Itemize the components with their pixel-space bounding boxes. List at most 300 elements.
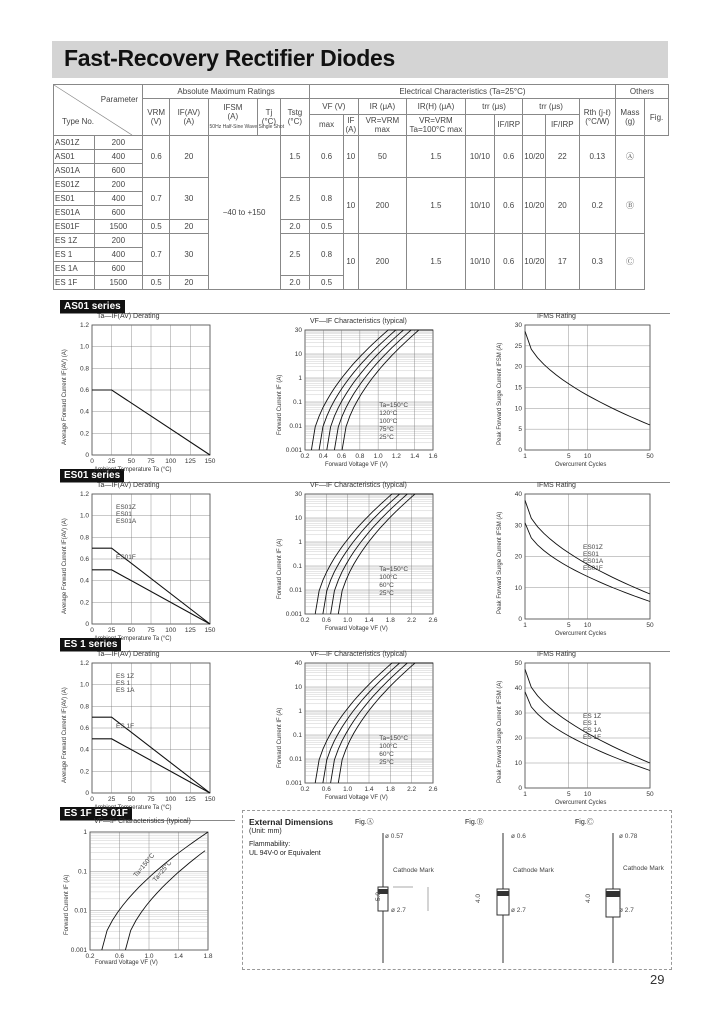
temp-label: Ta=150°C [379, 735, 409, 742]
external-dimensions-box [242, 810, 672, 970]
derating-y-tick: 0.4 [79, 746, 89, 754]
ir-max: max [374, 124, 390, 134]
derating-curve-label: ES 1F [116, 723, 135, 730]
derating-y-tick: 0 [85, 790, 89, 797]
rth-cell: 17 [545, 234, 579, 290]
vfif-title: VF—IF Characteristics (typical) [310, 651, 407, 658]
vfif-y-tick: 0.01 [289, 587, 302, 594]
vrm-cell: 400 [94, 192, 143, 206]
ir-unit: (μA) [379, 101, 396, 111]
if-head: IF [347, 115, 355, 125]
elec-header: Electrical Characteristics (Ta=25°C) [310, 85, 616, 99]
trr-cell: 1.5 [407, 136, 466, 178]
vfif-y-tick: 0.001 [285, 780, 302, 787]
vfif-x-tick: 0.2 [300, 617, 310, 624]
temp-label: Ta=25°C [151, 859, 174, 884]
vrm-cell: 400 [94, 248, 143, 262]
derating-x-tick: 50 [127, 458, 135, 465]
derating-x-tick: 150 [204, 458, 216, 465]
ifsm-curve-label: ES01A [583, 558, 604, 565]
vfif-x-tick: 0.6 [114, 953, 125, 960]
derating-y-tick: 0.4 [79, 577, 89, 585]
es1-vfif-chart-svg [285, 660, 438, 793]
temp-label: 25°C [379, 434, 394, 441]
trr2-head: trr [539, 101, 547, 111]
cathode-mark-c: Cathode Mark [623, 865, 664, 872]
ifsm-curve-label: ES 1Z [583, 713, 602, 720]
fig-cell: Ⓒ [615, 234, 644, 290]
ifsm-x-label: Overcurrent Cycles [555, 631, 607, 637]
es1-derating-chart-svg [79, 660, 216, 803]
derating-y-tick: 0.4 [79, 408, 89, 416]
ext-unit: (Unit: mm) [249, 828, 282, 835]
tstg-head: Tstg [287, 108, 303, 117]
vrm-head: VRM [147, 108, 166, 117]
derating-x-tick: 75 [147, 796, 155, 803]
ext-flam-value: UL 94V-0 or Equivalent [249, 850, 321, 857]
vfif-y-tick: 0.01 [289, 756, 302, 763]
trr-cond-cell: 10/10 [465, 136, 494, 178]
as01-vfif-chart [285, 327, 438, 460]
derating-x-tick: 150 [204, 796, 216, 803]
cathode-mark-b: Cathode Mark [513, 867, 554, 874]
ifsm-y-tick: 20 [514, 735, 522, 742]
derating-y-tick: 0.6 [79, 725, 89, 732]
if-unit: (A) [345, 124, 357, 134]
ifsm-y-tick: 0 [518, 616, 522, 623]
as01-derating-chart-svg [79, 322, 216, 465]
vfif-y-tick: 0.1 [292, 399, 302, 406]
derating-x-tick: 0 [90, 627, 94, 634]
vfif-x-tick: 1.0 [343, 786, 353, 793]
vfif-x-tick: 0.2 [85, 953, 95, 960]
vf-cell: 2.5 [280, 234, 309, 276]
derating-x-label: Ambient Temperature Ta (°C) [94, 636, 172, 642]
trr2-cell: 0.6 [495, 234, 523, 290]
ifsm-x-tick: 5 [566, 622, 571, 629]
type-cell: ES01 [54, 192, 95, 206]
ifsm-cell: 20 [170, 276, 208, 290]
type-cell: ES 1A [54, 262, 95, 276]
trr2-cond-cell: 10/20 [523, 136, 546, 178]
ifsm-curve-label: ES01F [583, 565, 603, 572]
ifsm-title: IFMS Rating [537, 482, 576, 489]
derating-curve-label: ES 1Z [116, 673, 135, 680]
vf-cell: 2.0 [280, 220, 309, 234]
ifsm-y-tick: 10 [514, 760, 522, 767]
vf-max: max [310, 114, 344, 135]
ifsm-y-tick: 15 [514, 384, 522, 392]
vfif-x-tick: 2.2 [407, 786, 417, 793]
derating-x-tick: 100 [165, 458, 177, 465]
vfif-x-tick: 1.8 [203, 953, 213, 960]
dim-b-2: 4.0 [475, 893, 482, 903]
vfif-x-tick: 1.4 [364, 786, 374, 793]
vfif-y-tick: 0.1 [77, 868, 87, 876]
trr-cond: IF/IRP [495, 114, 523, 135]
type-cell: ES 1 [54, 248, 95, 262]
derating-curve-label: ES01F [116, 554, 136, 561]
vfif-x-tick: 1.0 [373, 453, 383, 460]
page-title: Fast-Recovery Rectifier Diodes [64, 45, 396, 71]
as01-derating-chart [79, 322, 216, 465]
derating-title: Ta—IF(AV) Derating [97, 313, 160, 320]
tj-unit: (°C) [261, 117, 277, 126]
es01-vfif-chart-svg [285, 491, 438, 624]
vfif-y-tick: 30 [294, 491, 302, 498]
vfif-x-tick: 2.6 [428, 617, 438, 624]
ifsm-y-tick: 10 [514, 405, 522, 413]
vfif-x-tick: 1.6 [428, 453, 438, 460]
ifsm-x-tick: 10 [583, 453, 592, 460]
temp-label: 60°C [379, 751, 394, 758]
vf-unit: (V) [334, 101, 346, 111]
derating-y-tick: 0.6 [79, 387, 89, 394]
trr2-cond-cell: 10/20 [523, 178, 546, 234]
derating-x-tick: 75 [147, 627, 155, 634]
param-label: Parameter [100, 95, 139, 104]
vrm-cell: 600 [94, 206, 143, 220]
ifsm-cell: 30 [170, 234, 208, 276]
vfif-y-tick: 0.001 [70, 947, 87, 954]
ifsm-x-label: Overcurrent Cycles [555, 800, 607, 806]
vfif-y-tick: 10 [294, 684, 302, 691]
vf-cell: 2.0 [280, 276, 309, 290]
trr-cond-cell: 10/10 [465, 234, 494, 290]
ifsm-y-tick: 5 [518, 426, 522, 434]
vfif-x-tick: 0.2 [300, 786, 310, 793]
dim-c-2: 4.0 [585, 893, 592, 903]
rth-cell: 22 [545, 136, 579, 178]
ifsm-head: IFSM [223, 102, 243, 112]
mass-cell: 0.13 [579, 136, 615, 178]
ifsm-x-tick: 10 [583, 791, 592, 798]
derating-y-tick: 0 [85, 452, 89, 459]
vrm-cell: 200 [94, 234, 143, 248]
temp-label: 120°C [379, 410, 398, 417]
temp-label: 100°C [379, 743, 398, 750]
derating-x-label: Ambient Temperature Ta (°C) [94, 467, 172, 473]
vfif-curve [315, 494, 433, 614]
derating-x-tick: 150 [204, 627, 216, 634]
vfif-x-tick: 2.2 [407, 617, 417, 624]
fig-b-label: Fig.Ⓑ [465, 819, 484, 826]
vfif-y-tick: 0.01 [289, 423, 302, 430]
vfif-y-label: Forward Current IF (A) [277, 374, 283, 435]
ifsm-y-label: Peak Forward Surge Current IFSM (A) [497, 511, 503, 614]
ifsm-y-tick: 30 [514, 522, 522, 530]
vfif-y-tick: 0.01 [74, 907, 87, 915]
fig-head: Fig. [645, 99, 669, 136]
irh-unit: (μA) [438, 101, 455, 111]
vfif-x-tick: 0.4 [318, 453, 328, 460]
fig-a-label: Fig.Ⓐ [355, 819, 374, 826]
vfif-x-label: Forward Voltage VF (V) [325, 462, 388, 468]
if-cell: 0.6 [310, 136, 344, 178]
if-cell: 0.5 [310, 276, 344, 290]
es1f-vfif-chart-svg [70, 829, 213, 960]
trr2-cell: 0.6 [495, 136, 523, 178]
type-cell: ES 1F [54, 276, 95, 290]
derating-x-tick: 50 [127, 627, 135, 634]
fig-c-label: Fig.Ⓒ [575, 819, 594, 826]
ifsm-curve-label: ES01 [583, 551, 599, 558]
derating-y-tick: 0.8 [79, 703, 89, 711]
vfif-title: VF—IF Characteristics (typical) [94, 818, 191, 825]
dim-b-1: ø 0.6 [511, 833, 526, 840]
ifsm-y-tick: 30 [514, 322, 522, 329]
derating-x-label: Ambient Temperature Ta (°C) [94, 805, 172, 811]
derating-curve-label: ES01 [116, 511, 132, 518]
vf-cell: 1.5 [280, 136, 309, 178]
ifsm-curve-label: ES 1F [583, 734, 602, 741]
temp-label: Ta=150°C [132, 852, 157, 879]
ifsm-y-tick: 0 [518, 785, 522, 792]
ifsm-x-tick: 1 [523, 622, 527, 629]
derating-x-tick: 100 [165, 627, 177, 634]
ir-cell: 10 [343, 178, 358, 234]
vfif-curve [319, 330, 433, 450]
ifav-cell: 0.6 [143, 136, 170, 178]
irh-ta: Ta=100°C max [409, 124, 463, 134]
derating-x-tick: 25 [108, 627, 116, 634]
temp-label: 75°C [379, 426, 394, 433]
dim-a-1: ø 0.57 [385, 833, 404, 840]
ifav-cell: 0.7 [143, 234, 170, 276]
type-cell: AS01Z [54, 136, 95, 150]
ifsm-x-tick: 50 [646, 791, 654, 798]
vfif-x-tick: 0.6 [321, 617, 331, 624]
derating-x-tick: 75 [147, 458, 155, 465]
temp-label: 25°C [379, 759, 394, 766]
derating-y-tick: 0.2 [79, 768, 89, 776]
vrm-cell: 200 [94, 178, 143, 192]
tstg-unit: (°C) [287, 117, 303, 126]
derating-y-tick: 0.2 [79, 599, 89, 607]
vfif-x-label: Forward Voltage VF (V) [325, 626, 388, 632]
ifsm-y-tick: 30 [514, 710, 522, 717]
if-cell: 0.8 [310, 178, 344, 220]
if-cell: 0.5 [310, 220, 344, 234]
section-es1: ES 1 series [60, 638, 121, 651]
derating-title: Ta—IF(AV) Derating [97, 482, 160, 489]
ifsm-y-label: Peak Forward Surge Current IFSM (A) [497, 680, 503, 783]
ifsm-cell: 20 [170, 220, 208, 234]
vrm-cell: 1500 [94, 276, 143, 290]
derating-y-tick: 0.8 [79, 534, 89, 542]
derating-curve-label: ES01Z [116, 504, 136, 511]
vfif-x-label: Forward Voltage VF (V) [325, 795, 388, 801]
type-cell: ES 1Z [54, 234, 95, 248]
irh-cond: VR=VRM [419, 115, 453, 125]
vrm-unit: (V) [150, 117, 162, 126]
trr-head: trr [482, 101, 490, 111]
fig-cell: Ⓐ [615, 136, 644, 178]
param-type-cell [54, 85, 143, 136]
ifav-cell: 0.7 [143, 178, 170, 220]
vfif-y-label: Forward Current IF (A) [64, 874, 70, 935]
vfif-x-tick: 0.6 [321, 786, 331, 793]
trr2-cond-cell: 10/20 [523, 234, 546, 290]
fig-c-drawing [578, 827, 673, 967]
dim-a-2: 5.0 [375, 891, 382, 901]
irh-cell: 50 [358, 136, 407, 178]
derating-y-tick: 0 [85, 621, 89, 628]
ir-cond: VR=VRM [365, 115, 400, 125]
mass-unit: (g) [625, 117, 635, 126]
vfif-x-tick: 1.8 [385, 786, 395, 793]
derating-y-tick: 1.2 [79, 322, 89, 329]
vrm-cell: 200 [94, 136, 143, 150]
vfif-x-label: Forward Voltage VF (V) [95, 960, 158, 966]
title-bar [52, 41, 668, 78]
vf-head: VF [322, 101, 333, 111]
type-cell: ES01A [54, 206, 95, 220]
amr-header: Absolute Maximum Ratings [143, 85, 310, 99]
as01-ifsm-chart-svg [514, 322, 654, 460]
ifsm-y-tick: 25 [514, 342, 522, 350]
vfif-x-tick: 1.4 [173, 953, 184, 960]
if-cell: 0.8 [310, 234, 344, 276]
derating-y-tick: 0.8 [79, 365, 89, 373]
vfif-x-tick: 2.6 [428, 786, 438, 793]
derating-x-tick: 0 [90, 458, 94, 465]
vfif-y-tick: 40 [294, 660, 302, 667]
derating-x-tick: 50 [127, 796, 135, 803]
type-cell: AS01 [54, 150, 95, 164]
vfif-curve [102, 832, 208, 950]
mass-cell: 0.3 [579, 234, 615, 290]
fig-cell: Ⓑ [615, 178, 644, 234]
derating-x-tick: 125 [184, 627, 196, 634]
dim-c-1: ø 0.78 [619, 833, 638, 840]
spec-table [53, 84, 669, 290]
vfif-y-tick: 1 [298, 708, 302, 715]
derating-y-tick: 0.6 [79, 556, 89, 563]
irh-head: IR(H) [417, 101, 437, 111]
ifsm-y-tick: 40 [514, 685, 522, 692]
temp-label: 100°C [379, 574, 398, 581]
ir-cell: 10 [343, 234, 358, 290]
as01-vfif-chart-svg [285, 327, 438, 460]
vfif-y-tick: 0.1 [292, 563, 302, 570]
es1-vfif-chart [285, 660, 438, 793]
page-number: 29 [650, 972, 665, 987]
ifsm-y-tick: 10 [514, 584, 522, 592]
others-header: Others [615, 85, 668, 99]
ifsm-unit: (A) [227, 111, 239, 121]
vf-cell: 2.5 [280, 178, 309, 220]
es01-derating-chart [79, 491, 216, 634]
section-es1f: ES 1F ES 01F [60, 807, 132, 820]
ifav-unit: (A) [183, 117, 195, 126]
vfif-x-tick: 0.6 [337, 453, 347, 460]
vfif-curve [323, 663, 433, 783]
as01-ifsm-chart [514, 322, 654, 460]
temp-label: 60°C [379, 582, 394, 589]
ifsm-x-tick: 5 [566, 791, 571, 798]
derating-y-label: Average Forward Current IF(AV) (A) [62, 349, 68, 445]
ifsm-curve-label: ES 1A [583, 727, 602, 734]
vfif-y-tick: 10 [294, 351, 302, 358]
ifsm-cell: 30 [170, 178, 208, 220]
derating-x-tick: 25 [108, 796, 116, 803]
ifsm-title: IFMS Rating [537, 313, 576, 320]
rth-cell: 20 [545, 178, 579, 234]
vfif-y-tick: 1 [298, 539, 302, 546]
vfif-y-tick: 10 [294, 515, 302, 522]
trr-cell: 1.5 [407, 178, 466, 234]
ifsm-x-tick: 10 [583, 622, 592, 629]
ifsm-curve-label: ES 1 [583, 720, 598, 727]
vfif-y-tick: 30 [294, 327, 302, 334]
ifsm-y-tick: 20 [514, 553, 522, 561]
vfif-y-tick: 0.1 [292, 732, 302, 739]
derating-x-tick: 100 [165, 796, 177, 803]
vrm-cell: 400 [94, 150, 143, 164]
type-cell: ES01Z [54, 178, 95, 192]
type-label: Type No. [62, 117, 95, 126]
derating-y-tick: 1.0 [79, 512, 89, 520]
derating-x-tick: 0 [90, 796, 94, 803]
vfif-curve [315, 663, 433, 783]
ifsm-y-tick: 50 [514, 660, 522, 667]
vfif-x-tick: 1.8 [385, 617, 395, 624]
ifsm-y-tick: 20 [514, 363, 522, 371]
vfif-x-tick: 1.4 [364, 617, 374, 624]
trr-cell: 1.5 [407, 234, 466, 290]
ext-flam-title: Flammability: [249, 841, 291, 848]
ifsm-x-tick: 5 [566, 453, 571, 460]
vfif-y-tick: 1 [298, 375, 302, 382]
es01-derating-chart-svg [79, 491, 216, 634]
ifsm-x-tick: 1 [523, 453, 527, 460]
trr-cond-cell: 10/10 [465, 178, 494, 234]
ifsm-y-tick: 0 [518, 447, 522, 454]
section-as01: AS01 series [60, 300, 125, 313]
vfif-x-tick: 1.0 [144, 953, 154, 960]
vfif-curve [323, 494, 433, 614]
ifsm-note: 50Hz Half-Sine Wave Single Shot [209, 123, 285, 130]
vfif-x-tick: 0.2 [300, 453, 310, 460]
derating-x-tick: 125 [184, 796, 196, 803]
ext-title: External Dimensions [249, 817, 334, 827]
rth-unit: (°C/W) [585, 117, 610, 126]
tj-head: Tj [265, 108, 273, 117]
fig-b-drawing [468, 827, 568, 967]
derating-x-tick: 25 [108, 458, 116, 465]
trr2-cond: IF/IRP [545, 114, 579, 135]
derating-y-tick: 0.2 [79, 430, 89, 438]
ifav-cell: 0.5 [143, 276, 170, 290]
derating-curve-label: ES 1A [116, 687, 135, 694]
es1f-vfif-chart [70, 829, 213, 960]
derating-title: Ta—IF(AV) Derating [97, 651, 160, 658]
ifsm-x-tick: 50 [646, 453, 654, 460]
trr2-cell: 0.6 [495, 178, 523, 234]
trr2-unit: (μs) [548, 101, 563, 111]
ifav-cell: 0.5 [143, 220, 170, 234]
derating-y-label: Average Forward Current IF(AV) (A) [62, 687, 68, 783]
vfif-title: VF—IF Characteristics (typical) [310, 482, 407, 489]
fig-a-drawing [353, 827, 453, 967]
type-cell: AS01A [54, 164, 95, 178]
ifsm-x-tick: 1 [523, 791, 527, 798]
type-cell: ES01F [54, 220, 95, 234]
derating-y-label: Average Forward Current IF(AV) (A) [62, 518, 68, 614]
ifsm-x-label: Overcurrent Cycles [555, 462, 607, 468]
vfif-y-tick: 0.001 [285, 611, 302, 618]
